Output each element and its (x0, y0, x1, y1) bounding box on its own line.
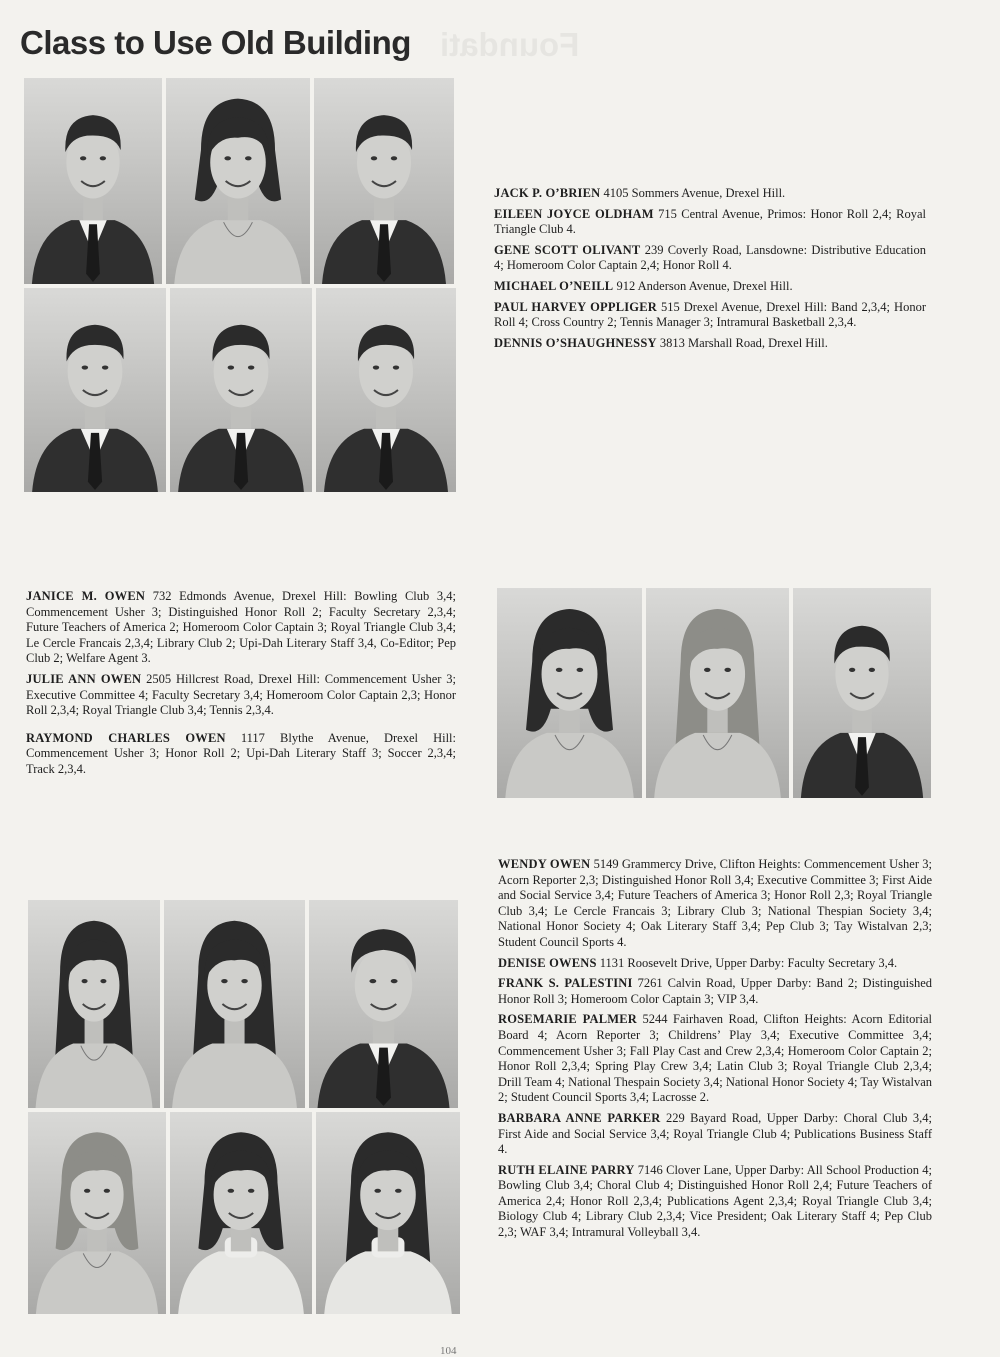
student-details: 3813 Marshall Road, Drexel Hill. (659, 335, 828, 350)
attire (36, 1251, 158, 1314)
eye (248, 366, 254, 370)
portrait-photo-raymond-owen (793, 588, 931, 798)
student-bio (498, 956, 932, 972)
portrait-photo-janice-owen (497, 588, 642, 798)
eye (704, 668, 711, 672)
portrait-photo-frank-palestini (309, 900, 458, 1108)
portrait-photo-barbara-parker (170, 1112, 312, 1314)
portrait-photo-wendy-owen (28, 900, 160, 1108)
eye (248, 1189, 254, 1193)
student-name: EILEEN JOYCE OLDHAM (494, 206, 654, 221)
attire (654, 733, 781, 798)
eye (82, 366, 88, 370)
student-bio (498, 1163, 932, 1241)
portrait-photo-julie-owen (646, 588, 789, 798)
bio-column-3 (498, 857, 932, 1246)
student-name: FRANK S. PALESTINI (498, 976, 633, 991)
portrait-photo-jack-obrien (24, 78, 162, 284)
student-name: DENISE OWENS (498, 955, 597, 970)
portrait-photo-michael-oneill (24, 288, 166, 492)
eye (391, 156, 397, 160)
eye (228, 366, 234, 370)
eye (395, 1189, 402, 1193)
student-name: JULIE ANN OWEN (26, 671, 142, 686)
student-bio (498, 1111, 932, 1158)
photo-grid-2 (497, 588, 931, 798)
student-bio (498, 1012, 932, 1106)
student-bio (494, 336, 926, 352)
photo-grid-3 (28, 900, 460, 1314)
eye (371, 156, 377, 160)
portrait-photo-denise-owens (164, 900, 305, 1108)
eye (82, 979, 88, 983)
attire (36, 1044, 153, 1108)
student-bio (26, 672, 456, 719)
student-name: PAUL HARVEY OPPLIGER (494, 299, 657, 314)
student-name: RAYMOND CHARLES OWEN (26, 730, 226, 745)
eye (724, 668, 731, 672)
student-bio (26, 731, 456, 778)
student-bio (494, 243, 926, 274)
face (355, 949, 412, 1022)
portrait-photo-dennis-oshaughnessy (316, 288, 456, 492)
student-details: 239 Coverly Road, Lansdowne: Distributive Education 4; Homeroom Color Captain 2,4; Honor Roll 4. (494, 242, 926, 273)
student-name: GENE SCOTT OLIVANT (494, 242, 641, 257)
student-name: WENDY OWEN (498, 857, 591, 871)
attire (324, 1251, 452, 1314)
student-details: 2505 Hillcrest Road, Drexel Hill: Commencement Usher 3; Executive Committee 4; Faculty Secretary 3,4; Homeroom Color Captain 2,3; Honor Roll 2,3,4; Royal Triangle Club 3,4; Tennis 2,3,4. (26, 671, 456, 718)
student-details: 7146 Clover Lane, Upper Darby: All School Production 4; Bowling Club 3,4; Choral Club 4; Distinguished Honor Roll 2,4; Future Teachers of America 2,4; Honor Roll 2,3,4; Publications Agent 2,3,4; Royal Triangle Club 3,4; Biology Club 4; Library Club 2,3,4; Vice President; Oak Literary Staff 4; Pep Club 2,3; WAF 3,4; Intramural Volleyball 3,4. (498, 1162, 933, 1240)
attire (505, 733, 633, 798)
portrait-photo-eileen-oldham (166, 78, 310, 284)
student-bio (498, 976, 932, 1007)
eye (241, 979, 247, 983)
title-bleedthrough: Foundati (440, 26, 580, 63)
student-details: 1131 Roosevelt Drive, Upper Darby: Faculty Secretary 3,4. (599, 955, 898, 970)
photo-grid-1 (24, 78, 456, 492)
student-name: RUTH ELAINE PARRY (498, 1162, 635, 1177)
student-details: 1117 Blythe Avenue, Drexel Hill: Commencement Usher 3; Honor Roll 2; Upi-Dah Literary Staff 3; Soccer 2,3,4; Track 2,3,4. (26, 730, 456, 776)
portrait-photo-paul-oppliger (170, 288, 312, 492)
student-bio (498, 857, 932, 951)
eye (100, 156, 106, 160)
eye (374, 1189, 381, 1193)
student-details: 732 Edmonds Avenue, Drexel Hill: Bowling Club 3,4; Commencement Usher 3; Distinguished Honor Roll 2; Faculty Secretary 2,3,4; Future Teachers of America 2; Homeroom Color Captain 3; Royal Triangle Club 3,4; Le Cercle Francais 2,3,4; Library Club 2; Upi-Dah Literary Staff 3,4, Co-Editor; Pep Club 2; Welfare Agent 3. (26, 589, 456, 666)
eye (849, 668, 855, 672)
student-bio (494, 300, 926, 331)
attire (172, 1044, 297, 1108)
student-details: 5149 Grammercy Drive, Clifton Heights: Commencement Usher 3; Acorn Reporter 2,3; Distinguished Honor Roll 3,4; Executive Committee 3; First Aide and Social Service 3,4; Future Teachers of America 3; Honor Roll 2,3; Royal Triangle Club 3,4; Le Cercle Francais 3; Library Club 3; National Thespian Society 3,4; National Honor Society 4; Oak Literary Staff 3,4; Pep Club 3; Tay Wistalvan 2,3; Student Council Sports 4. (498, 857, 932, 949)
student-details: 515 Drexel Avenue, Drexel Hill: Band 2,3,4; Honor Roll 4; Cross Country 2; Tennis Manager 3; Intramural Basketball 2,3,4. (494, 299, 926, 330)
student-name: JANICE M. OWEN (26, 589, 146, 603)
student-name: MICHAEL O’NEILL (494, 278, 614, 293)
bio-column-2 (26, 589, 456, 783)
student-name: BARBARA ANNE PARKER (498, 1110, 661, 1125)
student-name: ROSEMARIE PALMER (498, 1012, 638, 1027)
student-bio (494, 186, 926, 202)
student-name: JACK P. O’BRIEN (494, 186, 601, 200)
student-details: 4105 Sommers Avenue, Drexel Hill. (603, 186, 786, 200)
eye (369, 979, 376, 983)
student-details: 229 Bayard Road, Upper Darby: Choral Club 3,4; First Aide and Social Service 3,4; Royal Triangle Club 4; Publications Business Staff 4. (498, 1110, 933, 1157)
portrait-photo-ruth-parry (316, 1112, 460, 1314)
eye (869, 668, 875, 672)
page-number: 104 (440, 1345, 457, 1357)
eye (393, 366, 399, 370)
student-name: DENNIS O’SHAUGHNESSY (494, 335, 657, 350)
eye (577, 668, 584, 672)
student-details: 912 Anderson Avenue, Drexel Hill. (616, 278, 793, 293)
student-bio (26, 589, 456, 667)
eye (245, 156, 252, 160)
portrait-photo-gene-olivant (314, 78, 454, 284)
portrait-photo-rosemarie-palmer (28, 1112, 166, 1314)
eye (84, 1189, 90, 1193)
eye (224, 156, 231, 160)
student-details: 5244 Fairhaven Road, Clifton Heights: Acorn Editorial Board 4; Acorn Reporter 3; Childrens’ Play 3,4; Executive Committee 3,4; Commencement Usher 3; Fall Play Cast and Crew 2,3,4; Homeroom Color Captain 2; Honor Roll 2,3,4; Spring Play Crew 3,4; Latin Club 3; Royal Triangle Club 2,3,4; Drill Team 4; National Thespain Society 3,4; National Honor Society 4; Tay Wistalvan 2; Student Council Sports 3,4; Lacrosse 2. (498, 1012, 933, 1105)
attire (178, 1251, 304, 1314)
page-title: Class to Use Old Building (20, 24, 411, 61)
student-details: 7261 Calvin Road, Upper Darby: Band 2; Distinguished Honor Roll 3; Homeroom Color Captain 3; VIP 3,4. (498, 976, 932, 1006)
eye (102, 366, 108, 370)
eye (100, 979, 106, 983)
student-details: 715 Central Avenue, Primos: Honor Roll 2,4; Royal Triangle Club 4. (494, 206, 927, 237)
eye (391, 979, 398, 983)
attire (174, 220, 302, 284)
eye (104, 1189, 110, 1193)
eye (373, 366, 379, 370)
eye (80, 156, 86, 160)
eye (556, 668, 563, 672)
student-bio (494, 207, 926, 238)
eye (221, 979, 227, 983)
bio-column-1 (494, 186, 926, 356)
eye (228, 1189, 234, 1193)
student-bio (494, 279, 926, 295)
